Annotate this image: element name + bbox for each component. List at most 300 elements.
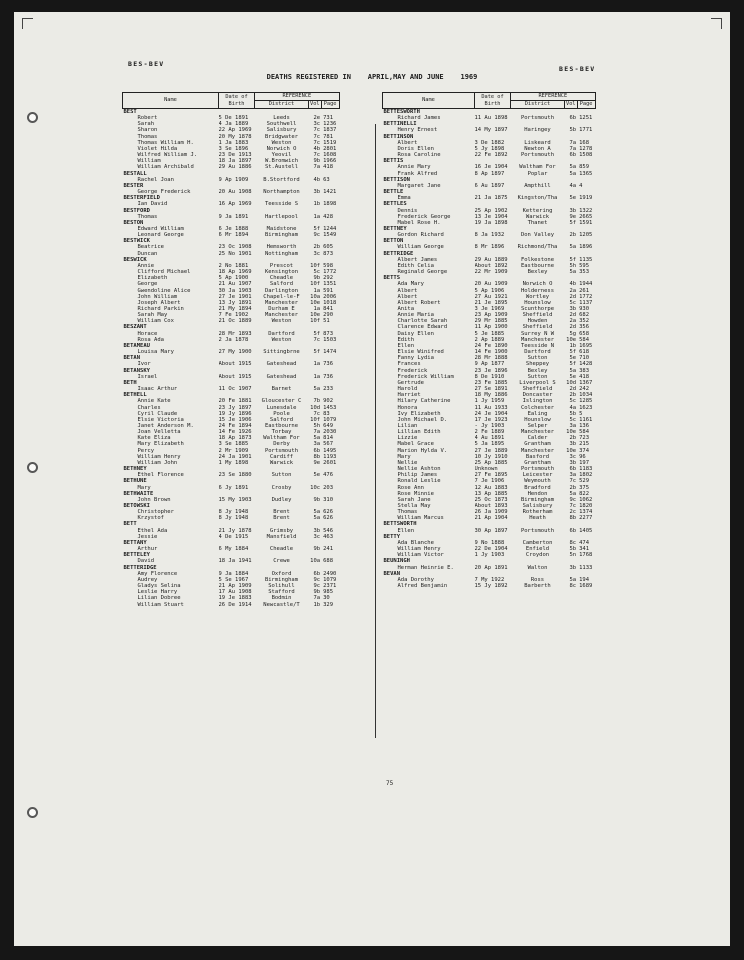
entry-page: 1689 bbox=[579, 583, 593, 590]
entry-name: BETTINELLI bbox=[383, 121, 417, 128]
entry-district: Portsmouth bbox=[520, 466, 555, 473]
entry-page: 1018 bbox=[323, 299, 337, 306]
entry-dob: 28 Mr 1888 bbox=[474, 355, 508, 362]
entry-vol: 3b bbox=[313, 189, 321, 196]
entry-district: Manchester bbox=[264, 312, 299, 319]
entry-name: BETTANY bbox=[123, 539, 147, 546]
right-column bbox=[382, 92, 614, 589]
entry-district: Brent bbox=[273, 509, 290, 516]
entry-page: 1591 bbox=[579, 219, 593, 226]
entry-name: Harriet bbox=[397, 392, 421, 399]
entry-district: Eastbourne bbox=[520, 262, 555, 269]
entry-district: Ampthill bbox=[524, 182, 551, 189]
entry-page: 1503 bbox=[323, 336, 337, 343]
col-district-header: District bbox=[255, 101, 309, 109]
entry-name: Beatrice bbox=[137, 244, 164, 251]
punch-hole bbox=[27, 807, 38, 818]
entry-dob: 7 Fe 1902 bbox=[218, 312, 249, 319]
col-page-header: Page bbox=[577, 101, 595, 109]
entry-page: 1205 bbox=[579, 232, 593, 239]
entry-district: Dudley bbox=[271, 496, 292, 503]
entry-dob: 9 Ja 1891 bbox=[218, 213, 249, 220]
entry-name: Sarah bbox=[137, 121, 155, 128]
entry-name: William Cox bbox=[137, 318, 174, 325]
entry-vol: 5a bbox=[313, 386, 321, 393]
entry-dob: 25 No 1901 bbox=[218, 250, 252, 257]
entry-name: Percy bbox=[137, 447, 155, 454]
entry-vol: 3b bbox=[569, 207, 577, 214]
entry-page: 1285 bbox=[579, 398, 593, 405]
entry-page bbox=[321, 109, 339, 116]
entry-dob: About 1915 bbox=[218, 361, 252, 368]
entry-district: B.Stortford bbox=[263, 176, 300, 183]
entry-district: Sutton bbox=[527, 373, 548, 380]
entry-name: Ada Blanche bbox=[397, 539, 434, 546]
entry-dob: 20 Ap 1891 bbox=[474, 564, 508, 571]
entry-district: Barberth bbox=[524, 583, 551, 590]
entry-page: 418 bbox=[323, 164, 334, 171]
entry-name: BESTWICK bbox=[123, 238, 150, 245]
entry-district: Cheadle bbox=[269, 275, 294, 282]
entry-name: Thomas bbox=[397, 509, 418, 516]
entry-name: Gwendoline Alice bbox=[137, 287, 191, 294]
entry-page: 168 bbox=[579, 139, 590, 146]
entry-district: Liskeard bbox=[524, 139, 551, 146]
entry-dob: 24 Fe 1894 bbox=[218, 422, 252, 429]
entry-name: Elsie Winifred bbox=[397, 349, 444, 356]
entry-name: Margaret Jane bbox=[397, 182, 441, 189]
entry-name: Albert Robert bbox=[397, 299, 441, 306]
entry-dob: 13 Jy 1891 bbox=[218, 299, 252, 306]
entry-dob: 11 Au 1933 bbox=[474, 404, 508, 411]
entry-page: 418 bbox=[579, 373, 590, 380]
entry-page: 353 bbox=[579, 269, 590, 276]
entry-page: 261 bbox=[579, 287, 590, 294]
entry-name: BESTERFIELD bbox=[123, 195, 160, 202]
entry-page: 873 bbox=[323, 330, 334, 337]
entry-dob: 23 Se 1880 bbox=[218, 472, 252, 479]
entry-vol: 1a bbox=[313, 361, 321, 368]
entry-dob: 2 Fe 1889 bbox=[474, 429, 505, 436]
entry-dob: 8 Jy 1948 bbox=[218, 515, 249, 522]
punch-hole bbox=[27, 462, 38, 473]
entry-name: Thomas bbox=[137, 133, 158, 140]
entry-district: Bodmin bbox=[271, 595, 292, 602]
entry-name: Joan Velletta bbox=[137, 429, 181, 436]
entry-district: Bexley bbox=[527, 269, 548, 276]
entry-dob: 3 Se 1896 bbox=[218, 145, 249, 152]
entry-vol: 3a bbox=[313, 441, 321, 448]
entry-page: 215 bbox=[579, 441, 590, 448]
entry-vol: 5a bbox=[313, 509, 321, 516]
entry-dob: 8 Mr 1896 bbox=[474, 244, 505, 251]
entry-page: 1428 bbox=[579, 361, 593, 368]
entry-name: Ada Dorothy bbox=[397, 576, 434, 583]
entry-vol: 1b bbox=[313, 601, 321, 608]
entry-district: Portsmouth bbox=[520, 115, 555, 122]
entry-vol: 2a bbox=[569, 318, 577, 325]
entry-page: 1133 bbox=[579, 564, 593, 571]
entry-page: 1367 bbox=[579, 379, 593, 386]
entry-page: 310 bbox=[323, 496, 334, 503]
entry-page: 618 bbox=[579, 349, 590, 356]
entry-district: Surrey N W bbox=[520, 330, 555, 337]
entry-name: Mary bbox=[137, 484, 151, 491]
col-reference-header: REFERENCE bbox=[511, 93, 596, 101]
corner-mark bbox=[711, 18, 722, 29]
entry-page: 1137 bbox=[579, 299, 593, 306]
entry-page: 2371 bbox=[323, 583, 337, 590]
entry-dob: 6 Je 1888 bbox=[218, 225, 249, 232]
entry-page: 1161 bbox=[579, 416, 593, 423]
entry-district: Gloucester C bbox=[261, 398, 302, 405]
entry-page: 1508 bbox=[579, 152, 593, 159]
entry-district: Crosby bbox=[271, 484, 292, 491]
entry-name: Robert bbox=[137, 115, 158, 122]
entry-district: Basford bbox=[525, 453, 550, 460]
entry-page: 1079 bbox=[323, 416, 337, 423]
entry-name: Henry Ernest bbox=[397, 127, 438, 134]
entry-district: Walton bbox=[527, 564, 548, 571]
entry-district: Yeovil bbox=[271, 152, 292, 159]
entry-dob: 8 Ja 1932 bbox=[474, 232, 505, 239]
entry-name: BETTELEY bbox=[123, 552, 150, 559]
entry-district: Camberton bbox=[522, 539, 553, 546]
entry-name: Herman Heinrie E. bbox=[397, 564, 454, 571]
entry-name: Reginald George bbox=[397, 269, 448, 276]
entry-vol bbox=[565, 109, 578, 116]
entry-dob: 3 Se 1885 bbox=[218, 441, 249, 448]
entry-page: 1244 bbox=[323, 225, 337, 232]
entry-name: Albert James bbox=[397, 256, 438, 263]
entry-name: Thomas bbox=[137, 213, 158, 220]
entry-district: Salford bbox=[269, 281, 294, 288]
entry-dob: 20 Fe 1881 bbox=[218, 398, 252, 405]
entry-name: Arthur bbox=[137, 546, 158, 553]
entry-dob bbox=[219, 109, 255, 116]
entry-vol: 3b bbox=[569, 459, 577, 466]
entry-page: 374 bbox=[579, 447, 590, 454]
entry-name: William bbox=[137, 158, 161, 165]
entry-page: 242 bbox=[579, 386, 590, 393]
entry-dob: 15 Je 1906 bbox=[218, 416, 252, 423]
entry-district: Nottingham bbox=[264, 250, 299, 257]
entry-page: 194 bbox=[579, 576, 590, 583]
surname-row bbox=[123, 109, 340, 116]
entry-name: John Brown bbox=[137, 496, 171, 503]
entry-name: Harold bbox=[397, 386, 418, 393]
entry-name: Ronald Leslie bbox=[397, 478, 441, 485]
entry-page: 463 bbox=[323, 533, 334, 540]
entry-name: BETTISON bbox=[383, 176, 410, 183]
entry-name: Thomas William H. bbox=[137, 139, 194, 146]
entry-page: 1519 bbox=[323, 139, 337, 146]
entry-vol: 2d bbox=[569, 324, 577, 331]
entry-row bbox=[383, 583, 596, 589]
entry-page: 626 bbox=[323, 509, 334, 516]
entry-name: David bbox=[137, 558, 155, 565]
entry-vol: 2d bbox=[569, 293, 577, 300]
entry-district: Southwell bbox=[266, 121, 297, 128]
entry-page: 710 bbox=[579, 355, 590, 362]
entry-district: Hemsworth bbox=[266, 244, 297, 251]
entry-vol: 3b bbox=[313, 527, 321, 534]
entry-district: Holderness bbox=[520, 287, 555, 294]
entry-page: 1944 bbox=[579, 281, 593, 288]
entry-page: 595 bbox=[579, 262, 590, 269]
entry-vol: 5f bbox=[569, 361, 577, 368]
entry-district: Solihull bbox=[268, 583, 295, 590]
entry-district: Crewe bbox=[273, 558, 290, 565]
entry-district: Barnet bbox=[271, 386, 292, 393]
entry-dob: 14 Fe 1900 bbox=[474, 349, 508, 356]
entry-district: Sutton bbox=[271, 472, 292, 479]
entry-name: William Archibald bbox=[137, 164, 194, 171]
entry-district: Leeds bbox=[273, 115, 290, 122]
entry-dob: 21 My 1894 bbox=[218, 306, 252, 312]
entry-vol: 5a bbox=[569, 576, 577, 583]
entry-vol: 7c bbox=[313, 336, 321, 343]
entry-name: Annie Mary bbox=[397, 164, 431, 171]
entry-dob: 23 Fe 1885 bbox=[474, 379, 508, 386]
entry-dob: 16 Je 1904 bbox=[474, 164, 508, 171]
entry-page: 1495 bbox=[323, 447, 337, 454]
entry-dob: 5 Se 1967 bbox=[218, 576, 249, 583]
entry-vol: 8b bbox=[313, 453, 321, 460]
entry-dob: 18 My 1886 bbox=[474, 392, 508, 399]
entry-name: BETTY bbox=[383, 533, 401, 540]
entry-vol: 5a bbox=[569, 490, 577, 497]
entry-dob: 5 Je 1885 bbox=[474, 330, 505, 337]
entry-name: BETTON bbox=[383, 238, 404, 245]
entry-district: Darlington bbox=[264, 287, 299, 294]
entry-name: Ethel Florence bbox=[137, 472, 184, 479]
entry-district: Newton A bbox=[524, 145, 551, 152]
entry-vol: 7a bbox=[313, 429, 321, 436]
col-page-header: Page bbox=[321, 101, 339, 109]
entry-vol: 3b bbox=[569, 306, 577, 312]
entry-page: 4 bbox=[579, 182, 583, 189]
entry-page: 546 bbox=[323, 527, 334, 534]
entry-vol: 5a bbox=[569, 164, 577, 171]
entry-vol: 5f bbox=[569, 256, 577, 263]
entry-name: Edith bbox=[397, 336, 415, 343]
entry-vol: 9b bbox=[313, 275, 321, 282]
entry-vol: 6b bbox=[569, 527, 577, 534]
entry-page: 814 bbox=[323, 435, 334, 442]
entry-dob: 13 Ap 1885 bbox=[474, 490, 508, 497]
entry-name: Edith Celia bbox=[397, 262, 434, 269]
entry-page: 1351 bbox=[323, 281, 337, 288]
entry-name: Krzystof bbox=[137, 515, 164, 522]
entry-district: St.Austell bbox=[264, 164, 299, 171]
entry-page: 1405 bbox=[579, 527, 593, 534]
col-district-header: District bbox=[511, 101, 565, 109]
entry-page: 136 bbox=[579, 422, 590, 429]
entry-vol: 6b bbox=[313, 447, 321, 454]
entry-district: Don Valley bbox=[520, 232, 555, 239]
page-title: DEATHS REGISTERED IN APRIL,MAY AND JUNE 1969 bbox=[266, 73, 478, 81]
entry-page: 731 bbox=[323, 115, 334, 122]
entry-dob: 1 Ja 1883 bbox=[218, 139, 249, 146]
entry-page: 356 bbox=[579, 324, 590, 331]
entry-dob: 19 Ja 1898 bbox=[474, 219, 508, 226]
entry-page: 1474 bbox=[323, 349, 337, 356]
entry-page: 375 bbox=[579, 484, 590, 491]
entry-vol: 2b bbox=[569, 484, 577, 491]
entry-dob: 14 My 1897 bbox=[474, 127, 508, 134]
entry-district: Norwich O bbox=[522, 281, 553, 288]
entry-page: 2030 bbox=[323, 429, 337, 436]
entry-vol: 5b bbox=[569, 127, 577, 134]
entry-dob: 9 No 1888 bbox=[474, 539, 505, 546]
entry-district: Weston bbox=[271, 318, 292, 325]
entry-vol: 2e bbox=[313, 115, 321, 122]
entry-page: 1453 bbox=[323, 404, 337, 411]
entry-vol: 10d bbox=[310, 404, 321, 411]
entry-name: Rosa Caroline bbox=[397, 152, 441, 159]
entry-dob: 8 De 1910 bbox=[474, 373, 505, 380]
entry-page: 985 bbox=[323, 589, 334, 596]
entry-vol: 1b bbox=[313, 201, 321, 208]
entry-name: Rose Ann bbox=[397, 484, 424, 491]
entry-dob: 3 De 1882 bbox=[474, 139, 505, 146]
entry-dob: 21 Ja 1875 bbox=[474, 195, 508, 202]
entry-page: 51 bbox=[323, 318, 330, 325]
entry-district: Hartlepool bbox=[264, 213, 299, 220]
surname-row bbox=[383, 109, 596, 116]
entry-page: 736 bbox=[323, 373, 334, 380]
entry-name: BETTIS bbox=[383, 158, 404, 165]
entry-district: Portsmouth bbox=[520, 527, 555, 534]
entry-dob: 27 My 1900 bbox=[218, 349, 252, 356]
entry-page: 1771 bbox=[579, 127, 593, 134]
entry-vol: 5f bbox=[569, 219, 577, 226]
entry-name: Ada Mary bbox=[397, 281, 424, 288]
entry-name: Ivy Elizabeth bbox=[397, 410, 441, 417]
entry-district: Manchester bbox=[520, 429, 555, 436]
entry-district: Norwich O bbox=[266, 145, 297, 152]
entry-vol: 5c bbox=[569, 299, 577, 306]
entry-district: Leicester bbox=[522, 472, 553, 479]
entry-vol: 2b bbox=[313, 244, 321, 251]
entry-name: Duncan bbox=[137, 250, 158, 257]
entry-vol: 5c bbox=[569, 416, 577, 423]
entry-page: 1251 bbox=[579, 115, 593, 122]
entry-name: BEST bbox=[123, 109, 137, 115]
entry-district: Maidstone bbox=[266, 225, 297, 232]
entry-page: 1772 bbox=[579, 293, 593, 300]
index-range-left: BES-BEV bbox=[128, 60, 165, 68]
entry-name: Ian David bbox=[137, 201, 168, 208]
entry-name: John Michael D. bbox=[397, 416, 448, 423]
entry-name: Frederick William bbox=[397, 373, 454, 380]
entry-vol: 9b bbox=[313, 496, 321, 503]
entry-name: George Frederick bbox=[137, 189, 191, 196]
entry-dob: 12 Au 1883 bbox=[474, 484, 508, 491]
entry-vol: 7c bbox=[313, 127, 321, 134]
entry-district: Durham E bbox=[268, 306, 295, 312]
entry-vol: 10a bbox=[310, 558, 321, 565]
entry-district: Bradford bbox=[524, 484, 551, 491]
left-column bbox=[122, 92, 356, 608]
entry-page: 1966 bbox=[323, 158, 337, 165]
entry-page: 30 bbox=[323, 595, 330, 602]
entry-dob: 13 Je 1904 bbox=[474, 213, 508, 220]
entry-vol: 10e bbox=[310, 299, 321, 306]
entry-name: Marion Hylda V. bbox=[397, 447, 448, 454]
entry-name: Lizzie bbox=[397, 435, 418, 442]
register-page bbox=[14, 12, 730, 946]
entry-dob: 29 Au 1889 bbox=[474, 256, 508, 263]
entry-dob: 20 Au 1908 bbox=[218, 189, 252, 196]
entry-dob: 24 Fe 1890 bbox=[474, 342, 508, 349]
entry-name: BETAMEAU bbox=[123, 342, 150, 349]
entry-name: Janet Anderson M. bbox=[137, 422, 194, 429]
entry-page: 1896 bbox=[579, 244, 593, 251]
entry-name: Gladys Selina bbox=[137, 583, 181, 590]
entry-vol: 5n bbox=[569, 552, 577, 559]
entry-name: BETTNEY bbox=[383, 225, 407, 232]
entry-name: Daisy Ellen bbox=[397, 330, 434, 337]
entry-name: Rose Minnie bbox=[397, 490, 434, 497]
entry-dob: About 1893 bbox=[474, 503, 508, 509]
entry-name: BETHWAITE bbox=[123, 490, 154, 497]
entry-district: Kensington bbox=[264, 269, 299, 276]
entry-district: Hendon bbox=[527, 490, 548, 497]
entry-district: Grantham bbox=[524, 459, 551, 466]
entry-district: Gateshead bbox=[266, 373, 297, 380]
entry-page: 83 bbox=[323, 410, 330, 417]
entry-page: 63 bbox=[323, 176, 330, 183]
entry-vol: 1a bbox=[313, 373, 321, 380]
entry-vol: 2d bbox=[569, 312, 577, 319]
entry-vol: 2c bbox=[569, 509, 577, 516]
entry-name: William Stuart bbox=[137, 601, 184, 608]
entry-district: Portsmouth bbox=[264, 447, 299, 454]
entry-page: 1820 bbox=[579, 503, 593, 509]
entry-dob: 23 Je 1896 bbox=[474, 367, 508, 374]
entry-dob: 14 Fe 1926 bbox=[218, 429, 252, 436]
entry-name: BETH bbox=[123, 379, 137, 386]
entry-name: Rosa Ada bbox=[137, 336, 164, 343]
entry-name: William Victor bbox=[397, 552, 444, 559]
entry-vol: 7a bbox=[569, 145, 577, 152]
entry-name: BESZANT bbox=[123, 324, 147, 331]
entry-vol: 9c bbox=[313, 576, 321, 583]
entry-page: 2601 bbox=[323, 459, 337, 466]
entry-name: Richard Parkin bbox=[137, 306, 184, 312]
entry-district: Grimsby bbox=[269, 527, 294, 534]
entry-district: Weston bbox=[271, 139, 292, 146]
entry-page: 584 bbox=[579, 429, 590, 436]
entry-dob: 5 Ap 1900 bbox=[218, 275, 249, 282]
entry-name: Israel bbox=[137, 373, 158, 380]
entry-dob: 15 Jy 1892 bbox=[474, 583, 508, 590]
entry-vol: 3a bbox=[569, 422, 577, 429]
entry-vol bbox=[309, 109, 322, 116]
entry-dob: 5 De 1891 bbox=[218, 115, 249, 122]
entry-name: BESWICK bbox=[123, 256, 147, 263]
entry-dob: 6 Mr 1894 bbox=[218, 232, 249, 239]
entry-dob: 4 Ja 1889 bbox=[218, 121, 249, 128]
entry-page bbox=[577, 109, 595, 116]
entry-dob: 9 Ap 1909 bbox=[218, 176, 249, 183]
entry-name: Rachel Joan bbox=[137, 176, 174, 183]
entry-district: Warwick bbox=[269, 459, 294, 466]
entry-dob: 21 Ap 1904 bbox=[474, 515, 508, 522]
entry-name: Elsie Victoria bbox=[137, 416, 184, 423]
